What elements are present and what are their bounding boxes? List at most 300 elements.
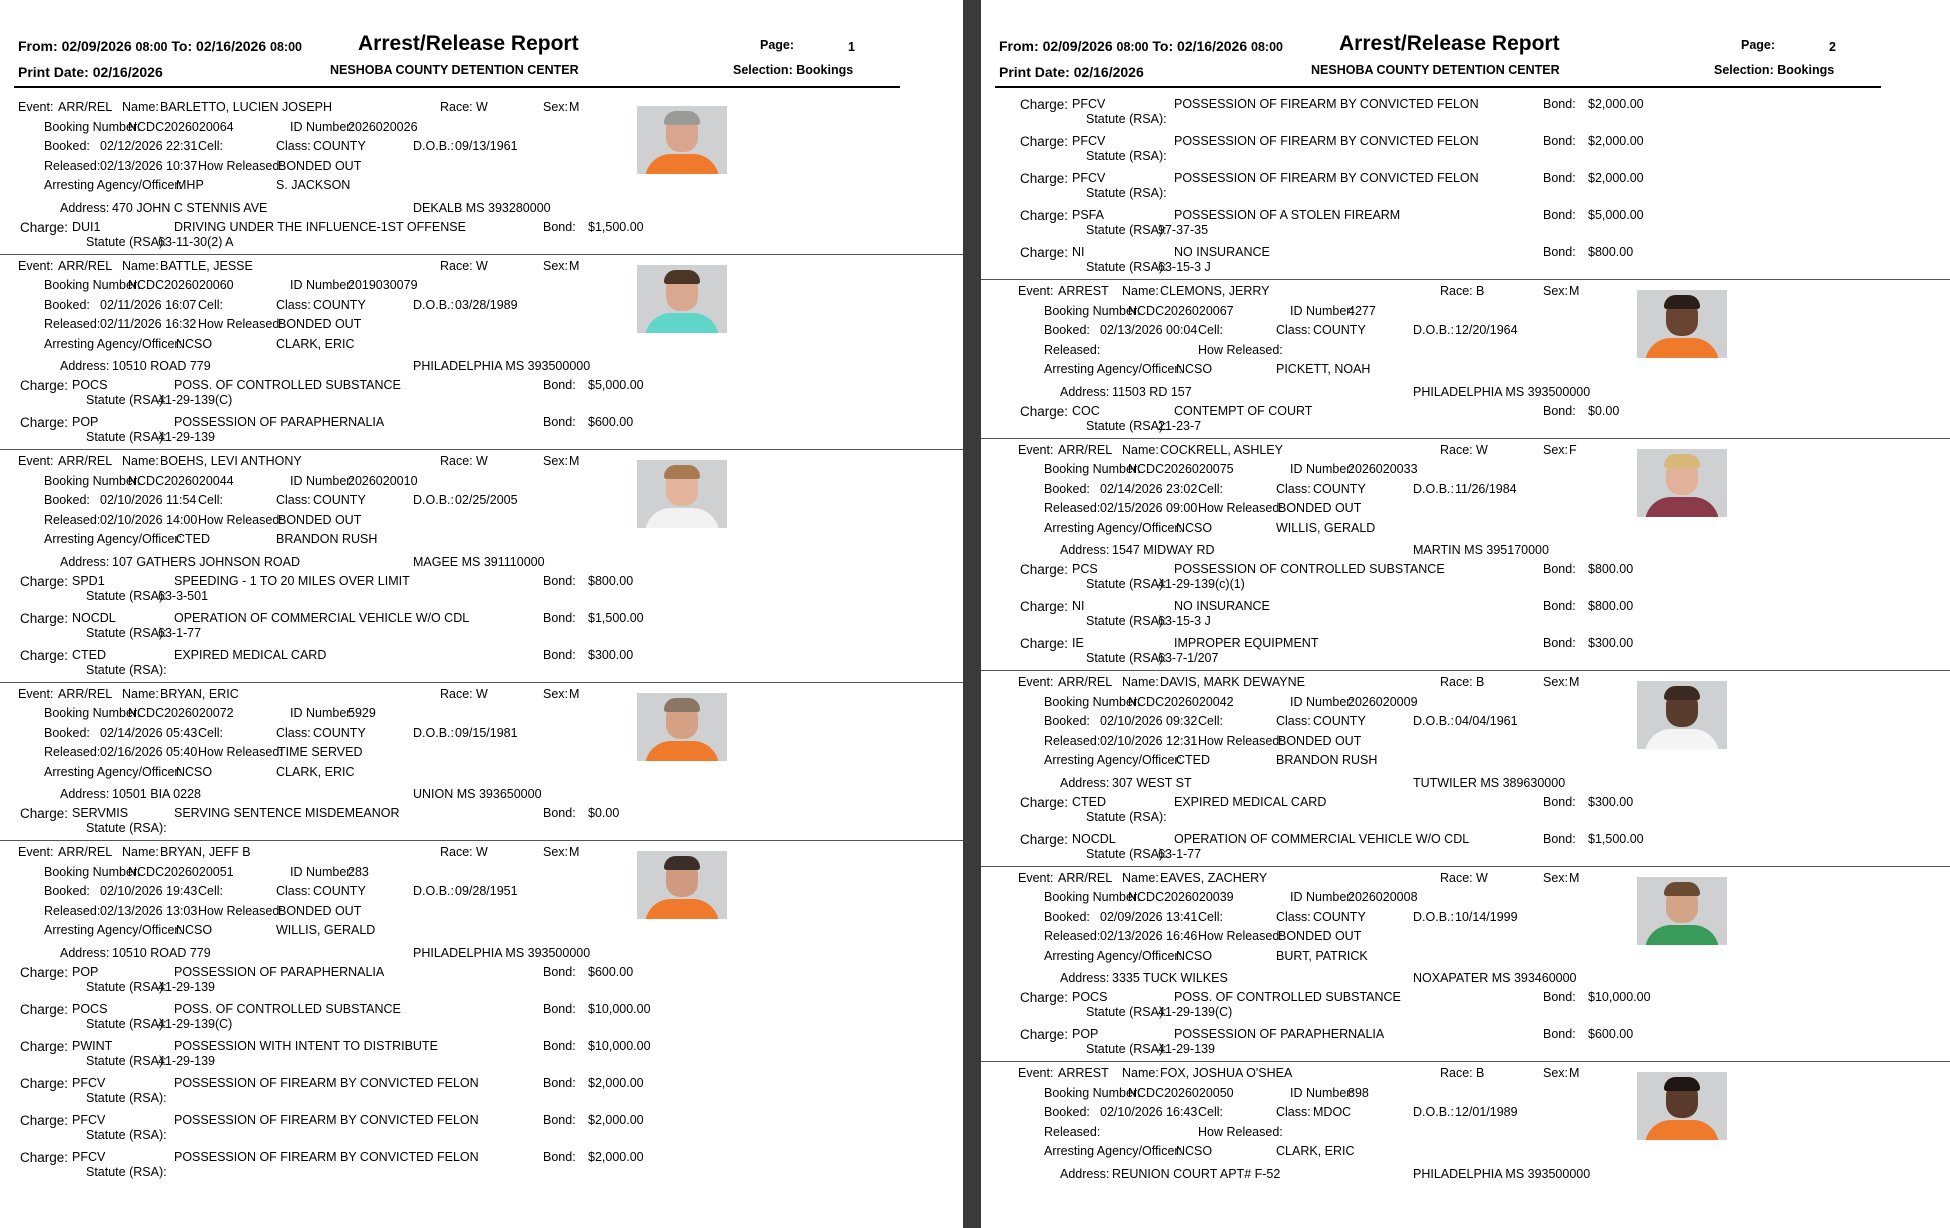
sex-value: M — [1569, 870, 1580, 885]
agency-line — [0, 333, 963, 353]
officer-value: CLARK, ERIC — [1276, 1144, 1355, 1158]
date-range — [18, 38, 302, 54]
continued-charges — [981, 94, 1950, 279]
charge-label: Charge: — [1020, 134, 1069, 149]
released-datetime: 02/10/2026 12:31 — [1100, 733, 1198, 748]
released-label: Released: — [44, 158, 101, 173]
report-header — [981, 0, 1950, 86]
booked-datetime: 02/14/2026 23:02 — [1100, 481, 1198, 496]
event-label: Event: — [1018, 675, 1054, 689]
how-released-value: BONDED OUT — [1278, 929, 1362, 943]
charge-code: POCS — [1072, 990, 1108, 1004]
charge-code: PFCV — [72, 1075, 106, 1090]
class-label: Class: — [276, 139, 311, 153]
released-datetime: 02/13/2026 13:03 — [100, 903, 198, 918]
released-line — [981, 497, 1950, 517]
class-value: COUNTY — [313, 493, 366, 507]
inmate-name: BRYAN, JEFF B — [160, 845, 251, 859]
booked-line — [981, 1101, 1950, 1121]
event-label: Event: — [18, 686, 54, 701]
charge-code: PFCV — [72, 1149, 106, 1164]
dob-label: D.O.B.: — [1413, 323, 1454, 337]
charge-label: Charge: — [1020, 1027, 1069, 1042]
race-label: Race: — [440, 454, 473, 468]
name-label: Name: — [122, 258, 159, 273]
charge-line — [981, 205, 1950, 222]
address-label: Address: — [60, 200, 110, 215]
city-state-zip: NOXAPATER MS 393460000 — [1413, 971, 1577, 985]
id-number-label: ID Number: — [290, 864, 354, 879]
agency-label: Arresting Agency/Officer: — [44, 532, 183, 546]
charge-code: PSFA — [1072, 208, 1104, 222]
booked-label: Booked: — [1044, 1105, 1090, 1119]
statute-line — [981, 650, 1950, 670]
race-label: Race: — [440, 100, 473, 114]
charge-code: SERVMIS — [72, 806, 129, 820]
cell-label: Cell: — [198, 139, 224, 153]
statute-label: Statute (RSA): — [86, 234, 167, 249]
dob-label: D.O.B.: — [1413, 909, 1454, 924]
race-value: B — [1476, 675, 1485, 689]
race-label: Race: — [440, 845, 473, 859]
bond-label: Bond: — [543, 964, 576, 979]
agency-line — [0, 761, 963, 781]
charge-label: Charge: — [20, 1112, 69, 1128]
booking-number-label: Booking Number: — [44, 473, 141, 488]
booked-line — [981, 906, 1950, 926]
race-label: Race: — [1440, 1066, 1473, 1080]
facility-name: NESHOBA COUNTY DETENTION CENTER — [1311, 63, 1560, 77]
city-state-zip: PHILADELPHIA MS 393500000 — [413, 359, 591, 373]
booking-number-label: Booking Number: — [1044, 890, 1141, 904]
charge-code: PFCV — [1072, 97, 1106, 111]
statute-label: Statute (RSA): — [86, 430, 167, 444]
event-line — [981, 1062, 1950, 1082]
report-page-2 — [981, 0, 1950, 1228]
charge-description: POSSESSION OF FIREARM BY CONVICTED FELON — [174, 1075, 479, 1090]
booking-number: NCDC2026020075 — [1128, 462, 1234, 476]
dob-label: D.O.B.: — [413, 884, 454, 898]
booked-label: Booked: — [44, 139, 90, 153]
race-label: Race: — [1440, 870, 1473, 885]
officer-value: BURT, PATRICK — [1276, 948, 1368, 963]
charge-description: POSS. OF CONTROLLED SUBSTANCE — [174, 378, 401, 392]
race-value: W — [1476, 442, 1488, 457]
charge-label: Charge: — [1020, 599, 1069, 614]
charge-label: Charge: — [20, 1038, 69, 1054]
booked-line — [981, 710, 1950, 730]
address-value: 11503 RD 157 — [1112, 384, 1192, 399]
statute-line — [0, 429, 963, 449]
booked-datetime: 02/11/2026 16:07 — [100, 297, 197, 312]
event-label: Event: — [18, 454, 54, 468]
photo-hair — [664, 270, 700, 284]
agency-value: NCSO — [176, 923, 213, 937]
statute-value: 41-29-139(C) — [1158, 1005, 1233, 1019]
statute-line — [0, 820, 963, 840]
released-line — [981, 925, 1950, 945]
statute-label: Statute (RSA): — [1086, 809, 1167, 824]
booked-line — [0, 489, 963, 509]
dob-label: D.O.B.: — [413, 139, 454, 153]
address-label: Address: — [60, 554, 110, 569]
agency-value: NCSO — [1176, 1144, 1213, 1158]
event-label: Event: — [1018, 870, 1054, 885]
charge-line — [0, 412, 963, 429]
statute-label: Statute (RSA): — [86, 1127, 167, 1142]
bond-amount: $800.00 — [1588, 599, 1634, 613]
how-released-label: How Released: — [198, 745, 283, 759]
address-value: 3335 TUCK WILKES — [1112, 971, 1228, 985]
id-number: 898 — [1348, 1085, 1369, 1100]
charge-description: POSS. OF CONTROLLED SUBSTANCE — [174, 1001, 401, 1016]
booked-datetime: 02/10/2026 16:43 — [1100, 1105, 1198, 1119]
booking-photo — [637, 693, 727, 761]
selection-value: Bookings — [796, 63, 854, 77]
booking-number-label: Booking Number: — [44, 706, 141, 720]
selection — [733, 63, 853, 77]
report-header — [0, 0, 963, 86]
event-label: Event: — [18, 100, 54, 114]
page-number: 2 — [1829, 40, 1836, 54]
address-value: 10510 ROAD 779 — [112, 945, 211, 960]
sex-label: Sex: — [1543, 442, 1569, 457]
event-type: ARR/REL — [1058, 870, 1113, 885]
race-value: B — [1476, 1066, 1485, 1080]
charge-label: Charge: — [1020, 171, 1069, 186]
id-number-label: ID Number: — [290, 119, 354, 134]
booked-label: Booked: — [44, 493, 90, 507]
booking-photo — [637, 106, 727, 174]
to-time: 08:00 — [270, 40, 302, 54]
statute-label: Statute (RSA): — [1086, 418, 1167, 433]
inmate-name: CLEMONS, JERRY — [1160, 284, 1270, 298]
charge-label: Charge: — [1020, 97, 1069, 112]
address-label: Address: — [60, 945, 110, 960]
charge-code: SPD1 — [72, 573, 105, 588]
booking-line — [0, 274, 963, 294]
dob-value: 02/25/2005 — [455, 493, 518, 507]
race-label: Race: — [1440, 675, 1473, 689]
event-line — [0, 841, 963, 861]
statute-line — [981, 1004, 1950, 1024]
statute-label: Statute (RSA): — [1086, 112, 1167, 126]
bond-label: Bond: — [1543, 562, 1576, 576]
charge-label: Charge: — [20, 219, 69, 235]
print-date — [18, 64, 163, 80]
inmate-name: FOX, JOSHUA O'SHEA — [1160, 1066, 1293, 1080]
booked-datetime: 02/10/2026 19:43 — [100, 884, 198, 898]
race-label: Race: — [1440, 442, 1473, 457]
city-state-zip: MARTIN MS 395170000 — [1413, 543, 1549, 557]
city-state-zip: MAGEE MS 391110000 — [413, 554, 545, 569]
statute-line — [0, 1164, 963, 1184]
race-label: Race: — [440, 686, 473, 701]
id-number-label: ID Number: — [290, 278, 354, 292]
statute-line — [981, 222, 1950, 242]
released-datetime: 02/13/2026 16:46 — [1100, 929, 1198, 943]
statute-line — [981, 1041, 1950, 1061]
photo-hair — [664, 698, 700, 712]
bond-amount: $2,000.00 — [588, 1149, 644, 1164]
sex-value: M — [1569, 1066, 1580, 1080]
charge-line — [0, 1036, 963, 1053]
charge-code: PWINT — [72, 1038, 113, 1053]
name-label: Name: — [1122, 870, 1159, 885]
agency-value: NCSO — [176, 336, 213, 351]
agency-value: NCSO — [1176, 948, 1213, 963]
event-label: Event: — [1018, 1066, 1054, 1080]
dob-value: 11/26/1984 — [1455, 481, 1517, 496]
bond-amount: $300.00 — [1588, 636, 1634, 650]
agency-label: Arresting Agency/Officer: — [44, 764, 183, 779]
booking-line — [0, 470, 963, 490]
how-released-label: How Released: — [1198, 342, 1283, 357]
booked-label: Booked: — [1044, 481, 1090, 496]
officer-value: S. JACKSON — [276, 178, 351, 192]
booking-record — [981, 279, 1950, 438]
charge-line — [0, 803, 963, 820]
charge-label: Charge: — [20, 1001, 69, 1017]
photo-hair — [664, 111, 700, 125]
address-value: 10510 ROAD 779 — [112, 359, 211, 373]
photo-hair — [1664, 1077, 1700, 1091]
city-state-zip: TUTWILER MS 389630000 — [1413, 775, 1566, 790]
print-date-label: Print Date: — [18, 64, 89, 80]
booking-line — [981, 458, 1950, 478]
from-date: 02/09/2026 — [61, 38, 132, 54]
statute-line — [981, 185, 1950, 205]
photo-shirt — [1645, 925, 1719, 945]
address-value: REUNION COURT APT# F-52 — [1112, 1166, 1281, 1181]
booked-datetime: 02/14/2026 05:43 — [100, 725, 198, 740]
from-time: 08:00 — [1116, 40, 1149, 54]
bond-amount: $600.00 — [588, 964, 634, 979]
dob-label: D.O.B.: — [1413, 714, 1454, 728]
id-number-label: ID Number: — [1290, 303, 1354, 318]
booking-photo — [637, 265, 727, 333]
booking-number-label: Booking Number: — [1044, 303, 1141, 318]
statute-line — [981, 111, 1950, 131]
sex-label: Sex: — [543, 845, 569, 859]
how-released-value: BONDED OUT — [278, 903, 362, 918]
charge-code: CTED — [1072, 794, 1107, 809]
photo-shirt — [645, 741, 719, 761]
photo-shirt — [1645, 729, 1719, 749]
dob-value: 09/13/1961 — [455, 139, 518, 153]
dob-label: D.O.B.: — [1413, 1105, 1454, 1119]
charge-line — [981, 1024, 1950, 1041]
photo-shirt — [645, 899, 719, 919]
page-number: 1 — [848, 40, 855, 54]
charge-description: POSSESSION OF PARAPHERNALIA — [174, 964, 385, 979]
class-value: COUNTY — [313, 725, 366, 740]
print-date-value: 02/16/2026 — [92, 64, 163, 80]
officer-value: BRANDON RUSH — [276, 532, 378, 546]
booking-record — [981, 1061, 1950, 1183]
booking-line — [0, 116, 963, 136]
how-released-value: BONDED OUT — [278, 158, 362, 173]
bond-amount: $10,000.00 — [1588, 990, 1651, 1004]
charge-code: POP — [72, 964, 99, 979]
id-number: 2026020026 — [348, 119, 418, 134]
cell-label: Cell: — [198, 493, 224, 507]
address-line — [0, 939, 963, 962]
charge-label: Charge: — [20, 1149, 69, 1165]
race-value: W — [476, 100, 488, 114]
class-value: COUNTY — [1313, 714, 1366, 728]
agency-label: Arresting Agency/Officer: — [1044, 948, 1183, 963]
booked-label: Booked: — [1044, 323, 1090, 337]
race-value: W — [476, 258, 488, 273]
bond-amount: $300.00 — [1588, 794, 1634, 809]
bond-amount: $0.00 — [1588, 403, 1620, 418]
charge-line — [0, 217, 963, 234]
event-type: ARR/REL — [58, 258, 113, 273]
released-line — [0, 741, 963, 761]
charge-description: NO INSURANCE — [1174, 599, 1270, 613]
released-label: Released: — [1044, 733, 1101, 748]
agency-label: Arresting Agency/Officer: — [1044, 753, 1183, 767]
booking-number: NCDC2026020039 — [1128, 890, 1234, 904]
charge-description: POSSESSION WITH INTENT TO DISTRIBUTE — [174, 1038, 438, 1053]
how-released-label: How Released: — [198, 158, 283, 173]
booking-record — [981, 670, 1950, 866]
charge-line — [981, 829, 1950, 846]
from-time: 08:00 — [135, 40, 168, 54]
statute-line — [981, 613, 1950, 633]
address-line — [981, 769, 1950, 792]
officer-value: CLARK, ERIC — [276, 336, 355, 351]
agency-value: NCSO — [1176, 520, 1213, 535]
dob-value: 09/28/1951 — [455, 884, 518, 898]
charge-line — [0, 571, 963, 588]
charge-label: Charge: — [1020, 562, 1069, 577]
released-label: Released: — [1044, 929, 1101, 943]
charge-code: NI — [1072, 245, 1085, 259]
cell-label: Cell: — [1198, 323, 1224, 337]
charge-code: POCS — [72, 1001, 108, 1016]
agency-value: MHP — [176, 178, 204, 192]
print-date-value: 02/16/2026 — [1073, 64, 1144, 80]
class-label: Class: — [276, 493, 311, 507]
charge-description: POSSESSION OF FIREARM BY CONVICTED FELON — [1174, 171, 1479, 185]
statute-line — [981, 576, 1950, 596]
charge-code: PFCV — [1072, 134, 1106, 148]
event-line — [981, 280, 1950, 300]
sex-value: M — [569, 100, 580, 114]
class-value: COUNTY — [313, 139, 366, 153]
sex-value: M — [1569, 284, 1580, 298]
charge-description: CONTEMPT OF COURT — [1174, 403, 1313, 418]
inmate-name: BOEHS, LEVI ANTHONY — [160, 454, 302, 468]
bond-amount: $10,000.00 — [588, 1038, 651, 1053]
bond-amount: $2,000.00 — [588, 1112, 644, 1127]
dob-value: 04/04/1961 — [1455, 714, 1518, 728]
bond-amount: $1,500.00 — [1588, 831, 1644, 846]
address-label: Address: — [1060, 384, 1110, 399]
address-line — [981, 378, 1950, 401]
name-label: Name: — [122, 454, 159, 468]
officer-value: BRANDON RUSH — [1276, 753, 1378, 767]
statute-value: 41-29-139 — [158, 430, 215, 444]
report-title: Arrest/Release Report — [358, 32, 579, 55]
booking-record — [0, 449, 963, 682]
booked-line — [0, 294, 963, 314]
bond-label: Bond: — [543, 573, 576, 588]
statute-value: 41-29-139(C) — [158, 393, 233, 407]
race-label: Race: — [1440, 284, 1473, 298]
sex-value: M — [1569, 675, 1580, 689]
charge-description: EXPIRED MEDICAL CARD — [174, 647, 327, 662]
how-released-value: BONDED OUT — [1278, 501, 1362, 515]
booking-photo — [1637, 1072, 1727, 1140]
facility-name: NESHOBA COUNTY DETENTION CENTER — [330, 63, 579, 77]
class-label: Class: — [276, 297, 311, 312]
booking-line — [981, 1082, 1950, 1102]
how-released-label: How Released: — [198, 512, 283, 527]
officer-value: WILLIS, GERALD — [1276, 520, 1376, 535]
dob-value: 12/20/1964 — [1455, 323, 1518, 337]
how-released-label: How Released: — [198, 903, 283, 918]
event-label: Event: — [18, 258, 54, 273]
statute-label: Statute (RSA): — [86, 979, 167, 994]
booking-number-label: Booking Number: — [44, 119, 141, 134]
booking-number-label: Booking Number: — [1044, 694, 1141, 709]
charge-line — [0, 645, 963, 662]
booked-line — [0, 135, 963, 155]
bond-label: Bond: — [1543, 990, 1576, 1004]
statute-line — [0, 662, 963, 682]
bond-amount: $1,500.00 — [588, 610, 644, 625]
charge-code: POCS — [72, 378, 108, 392]
dob-value: 09/15/1981 — [455, 725, 518, 740]
agency-label: Arresting Agency/Officer: — [1044, 520, 1183, 535]
booking-photo — [637, 460, 727, 528]
name-label: Name: — [1122, 442, 1159, 457]
released-line — [0, 509, 963, 529]
sex-value: F — [1569, 442, 1577, 457]
to-date: 02/16/2026 — [1177, 38, 1248, 54]
charge-code: COC — [1072, 403, 1100, 418]
released-datetime: 02/15/2026 09:00 — [1100, 501, 1198, 515]
inmate-name: BATTLE, JESSE — [160, 258, 253, 273]
bond-amount: $800.00 — [1588, 562, 1634, 576]
booked-line — [981, 319, 1950, 339]
statute-value: 41-29-139 — [1158, 1042, 1215, 1056]
statute-label: Statute (RSA): — [1086, 614, 1167, 628]
booking-record — [0, 682, 963, 841]
how-released-label: How Released: — [1198, 501, 1283, 515]
bond-label: Bond: — [543, 1149, 576, 1164]
charge-code: PFCV — [1072, 171, 1106, 185]
bond-label: Bond: — [543, 1112, 576, 1127]
charge-description: POSSESSION OF PARAPHERNALIA — [174, 415, 385, 429]
sex-label: Sex: — [1543, 870, 1569, 885]
race-value: W — [476, 686, 488, 701]
to-time: 08:00 — [1251, 40, 1283, 54]
sex-value: M — [569, 686, 580, 701]
event-type: ARR/REL — [1058, 675, 1113, 689]
address-label: Address: — [60, 787, 110, 801]
statute-line — [0, 588, 963, 608]
charge-label: Charge: — [20, 610, 69, 626]
charge-code: NOCDL — [1072, 831, 1116, 846]
inmate-name: EAVES, ZACHERY — [1160, 870, 1268, 885]
dob-label: D.O.B.: — [413, 493, 454, 507]
statute-label: Statute (RSA): — [86, 625, 167, 640]
cell-label: Cell: — [1198, 909, 1224, 924]
